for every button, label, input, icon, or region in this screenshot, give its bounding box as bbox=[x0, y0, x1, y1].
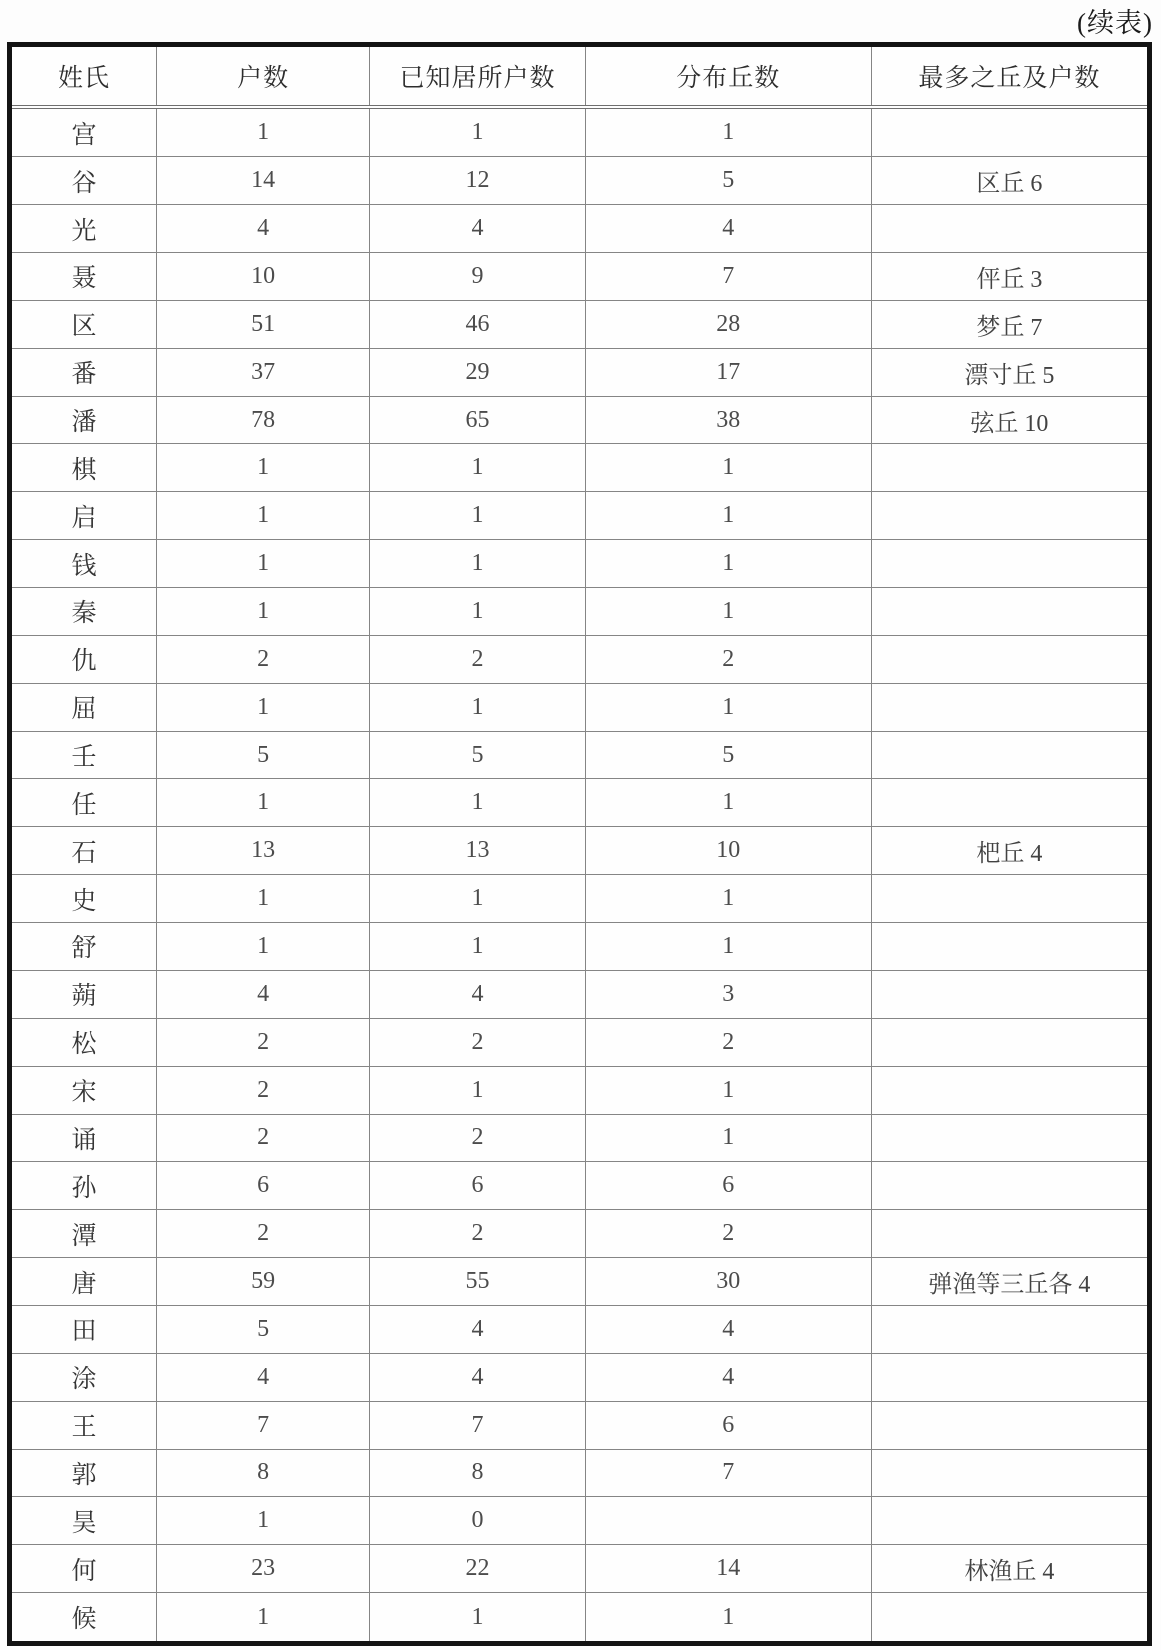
surname-cell: 屈 bbox=[10, 683, 157, 731]
surname-cell: 宫 bbox=[10, 107, 157, 157]
households-cell: 1 bbox=[157, 492, 370, 540]
table-row bbox=[10, 348, 1150, 396]
known-residence-cell: 1 bbox=[370, 1066, 585, 1114]
max-mound-cell bbox=[871, 205, 1149, 253]
households-cell: 6 bbox=[157, 1162, 370, 1210]
mound-count-cell: 30 bbox=[585, 1258, 871, 1306]
table-row bbox=[10, 107, 1150, 157]
table-row bbox=[10, 588, 1150, 636]
max-mound-cell: 弹渔等三丘各 4 bbox=[871, 1258, 1149, 1306]
known-residence-cell: 1 bbox=[370, 683, 585, 731]
households-cell: 1 bbox=[157, 444, 370, 492]
mound-count-cell: 1 bbox=[585, 1593, 871, 1644]
mound-count-cell: 1 bbox=[585, 492, 871, 540]
known-residence-cell: 4 bbox=[370, 1305, 585, 1353]
known-residence-cell: 1 bbox=[370, 1593, 585, 1644]
known-residence-cell: 4 bbox=[370, 970, 585, 1018]
known-residence-cell: 1 bbox=[370, 492, 585, 540]
max-mound-cell bbox=[871, 1449, 1149, 1497]
table-row bbox=[10, 635, 1150, 683]
known-residence-cell: 13 bbox=[370, 827, 585, 875]
max-mound-cell bbox=[871, 635, 1149, 683]
surname-cell: 王 bbox=[10, 1401, 157, 1449]
surname-cell: 昊 bbox=[10, 1497, 157, 1545]
mound-count-cell: 14 bbox=[585, 1545, 871, 1593]
table-row bbox=[10, 1545, 1150, 1593]
table-row bbox=[10, 205, 1150, 253]
mound-count-cell bbox=[585, 1497, 871, 1545]
mound-count-cell: 5 bbox=[585, 157, 871, 205]
table-row bbox=[10, 540, 1150, 588]
table-row bbox=[10, 731, 1150, 779]
max-mound-cell bbox=[871, 1114, 1149, 1162]
households-cell: 37 bbox=[157, 348, 370, 396]
table-row bbox=[10, 1018, 1150, 1066]
households-cell: 2 bbox=[157, 1066, 370, 1114]
table-row bbox=[10, 779, 1150, 827]
max-mound-cell: 弦丘 10 bbox=[871, 396, 1149, 444]
known-residence-cell: 4 bbox=[370, 205, 585, 253]
surname-statistics-table bbox=[7, 42, 1152, 1646]
continuation-table-label: (续表) bbox=[1077, 8, 1153, 38]
known-residence-cell: 5 bbox=[370, 731, 585, 779]
mound-count-cell: 1 bbox=[585, 588, 871, 636]
households-cell: 1 bbox=[157, 923, 370, 971]
max-mound-cell bbox=[871, 107, 1149, 157]
known-residence-cell: 1 bbox=[370, 923, 585, 971]
known-residence-cell: 8 bbox=[370, 1449, 585, 1497]
surname-cell: 秦 bbox=[10, 588, 157, 636]
known-residence-cell: 2 bbox=[370, 1018, 585, 1066]
table-row bbox=[10, 1401, 1150, 1449]
header-max-mound: 最多之丘及户数 bbox=[871, 45, 1149, 108]
households-cell: 1 bbox=[157, 588, 370, 636]
mound-count-cell: 7 bbox=[585, 1449, 871, 1497]
known-residence-cell: 7 bbox=[370, 1401, 585, 1449]
households-cell: 5 bbox=[157, 1305, 370, 1353]
households-cell: 2 bbox=[157, 1210, 370, 1258]
households-cell: 1 bbox=[157, 779, 370, 827]
max-mound-cell bbox=[871, 540, 1149, 588]
table-row bbox=[10, 970, 1150, 1018]
mound-count-cell: 17 bbox=[585, 348, 871, 396]
households-cell: 8 bbox=[157, 1449, 370, 1497]
surname-cell: 孙 bbox=[10, 1162, 157, 1210]
mound-count-cell: 3 bbox=[585, 970, 871, 1018]
max-mound-cell bbox=[871, 1210, 1149, 1258]
known-residence-cell: 9 bbox=[370, 253, 585, 301]
max-mound-cell bbox=[871, 1593, 1149, 1644]
known-residence-cell: 1 bbox=[370, 540, 585, 588]
table-row bbox=[10, 923, 1150, 971]
header-mound-count: 分布丘数 bbox=[585, 45, 871, 108]
surname-cell: 田 bbox=[10, 1305, 157, 1353]
known-residence-cell: 65 bbox=[370, 396, 585, 444]
mound-count-cell: 10 bbox=[585, 827, 871, 875]
header-surname: 姓氏 bbox=[10, 45, 157, 108]
header-households: 户数 bbox=[157, 45, 370, 108]
max-mound-cell bbox=[871, 1018, 1149, 1066]
max-mound-cell: 区丘 6 bbox=[871, 157, 1149, 205]
max-mound-cell: 漂寸丘 5 bbox=[871, 348, 1149, 396]
table-row bbox=[10, 1497, 1150, 1545]
table-row bbox=[10, 1353, 1150, 1401]
table-row bbox=[10, 253, 1150, 301]
surname-cell: 涂 bbox=[10, 1353, 157, 1401]
mound-count-cell: 7 bbox=[585, 253, 871, 301]
mound-count-cell: 4 bbox=[585, 1353, 871, 1401]
table-row bbox=[10, 1210, 1150, 1258]
surname-cell: 石 bbox=[10, 827, 157, 875]
table-row bbox=[10, 1162, 1150, 1210]
known-residence-cell: 12 bbox=[370, 157, 585, 205]
table-row bbox=[10, 875, 1150, 923]
surname-cell: 诵 bbox=[10, 1114, 157, 1162]
table-row bbox=[10, 683, 1150, 731]
mound-count-cell: 1 bbox=[585, 779, 871, 827]
households-cell: 1 bbox=[157, 875, 370, 923]
mound-count-cell: 38 bbox=[585, 396, 871, 444]
max-mound-cell bbox=[871, 1066, 1149, 1114]
max-mound-cell: 杷丘 4 bbox=[871, 827, 1149, 875]
households-cell: 4 bbox=[157, 1353, 370, 1401]
known-residence-cell: 1 bbox=[370, 588, 585, 636]
mound-count-cell: 6 bbox=[585, 1162, 871, 1210]
surname-cell: 唐 bbox=[10, 1258, 157, 1306]
max-mound-cell bbox=[871, 923, 1149, 971]
mound-count-cell: 1 bbox=[585, 923, 871, 971]
table-row bbox=[10, 1593, 1150, 1644]
surname-cell: 区 bbox=[10, 300, 157, 348]
households-cell: 1 bbox=[157, 1497, 370, 1545]
known-residence-cell: 2 bbox=[370, 1114, 585, 1162]
table-row bbox=[10, 1449, 1150, 1497]
households-cell: 2 bbox=[157, 1114, 370, 1162]
surname-cell: 钱 bbox=[10, 540, 157, 588]
mound-count-cell: 1 bbox=[585, 107, 871, 157]
known-residence-cell: 0 bbox=[370, 1497, 585, 1545]
surname-cell: 棋 bbox=[10, 444, 157, 492]
surname-cell: 潭 bbox=[10, 1210, 157, 1258]
known-residence-cell: 2 bbox=[370, 1210, 585, 1258]
surname-cell: 史 bbox=[10, 875, 157, 923]
max-mound-cell bbox=[871, 1353, 1149, 1401]
mound-count-cell: 4 bbox=[585, 205, 871, 253]
known-residence-cell: 29 bbox=[370, 348, 585, 396]
mound-count-cell: 28 bbox=[585, 300, 871, 348]
households-cell: 4 bbox=[157, 205, 370, 253]
households-cell: 4 bbox=[157, 970, 370, 1018]
households-cell: 10 bbox=[157, 253, 370, 301]
mound-count-cell: 6 bbox=[585, 1401, 871, 1449]
mound-count-cell: 2 bbox=[585, 635, 871, 683]
mound-count-cell: 1 bbox=[585, 1114, 871, 1162]
surname-cell: 光 bbox=[10, 205, 157, 253]
surname-cell: 仇 bbox=[10, 635, 157, 683]
mound-count-cell: 1 bbox=[585, 875, 871, 923]
households-cell: 1 bbox=[157, 683, 370, 731]
households-cell: 59 bbox=[157, 1258, 370, 1306]
table-row bbox=[10, 492, 1150, 540]
table-row bbox=[10, 444, 1150, 492]
surname-cell: 谷 bbox=[10, 157, 157, 205]
table-header-row bbox=[10, 45, 1150, 108]
mound-count-cell: 1 bbox=[585, 444, 871, 492]
mound-count-cell: 5 bbox=[585, 731, 871, 779]
mound-count-cell: 4 bbox=[585, 1305, 871, 1353]
max-mound-cell bbox=[871, 492, 1149, 540]
households-cell: 78 bbox=[157, 396, 370, 444]
households-cell: 7 bbox=[157, 1401, 370, 1449]
max-mound-cell bbox=[871, 588, 1149, 636]
known-residence-cell: 1 bbox=[370, 444, 585, 492]
surname-cell: 舒 bbox=[10, 923, 157, 971]
mound-count-cell: 2 bbox=[585, 1210, 871, 1258]
surname-cell: 任 bbox=[10, 779, 157, 827]
table-row bbox=[10, 1114, 1150, 1162]
households-cell: 1 bbox=[157, 107, 370, 157]
households-cell: 23 bbox=[157, 1545, 370, 1593]
max-mound-cell bbox=[871, 970, 1149, 1018]
known-residence-cell: 6 bbox=[370, 1162, 585, 1210]
households-cell: 14 bbox=[157, 157, 370, 205]
max-mound-cell bbox=[871, 1162, 1149, 1210]
max-mound-cell: 梦丘 7 bbox=[871, 300, 1149, 348]
surname-cell: 番 bbox=[10, 348, 157, 396]
households-cell: 2 bbox=[157, 635, 370, 683]
surname-cell: 蒴 bbox=[10, 970, 157, 1018]
households-cell: 1 bbox=[157, 1593, 370, 1644]
known-residence-cell: 2 bbox=[370, 635, 585, 683]
table-row bbox=[10, 300, 1150, 348]
max-mound-cell: 林渔丘 4 bbox=[871, 1545, 1149, 1593]
known-residence-cell: 1 bbox=[370, 875, 585, 923]
households-cell: 13 bbox=[157, 827, 370, 875]
max-mound-cell bbox=[871, 683, 1149, 731]
table-row bbox=[10, 1066, 1150, 1114]
mound-count-cell: 2 bbox=[585, 1018, 871, 1066]
households-cell: 1 bbox=[157, 540, 370, 588]
surname-cell: 壬 bbox=[10, 731, 157, 779]
surname-cell: 聂 bbox=[10, 253, 157, 301]
households-cell: 51 bbox=[157, 300, 370, 348]
max-mound-cell bbox=[871, 779, 1149, 827]
surname-cell: 启 bbox=[10, 492, 157, 540]
surname-cell: 松 bbox=[10, 1018, 157, 1066]
max-mound-cell bbox=[871, 731, 1149, 779]
header-known-residence: 已知居所户数 bbox=[370, 45, 585, 108]
known-residence-cell: 4 bbox=[370, 1353, 585, 1401]
households-cell: 5 bbox=[157, 731, 370, 779]
mound-count-cell: 1 bbox=[585, 1066, 871, 1114]
mound-count-cell: 1 bbox=[585, 683, 871, 731]
surname-cell: 郭 bbox=[10, 1449, 157, 1497]
known-residence-cell: 1 bbox=[370, 107, 585, 157]
max-mound-cell bbox=[871, 1497, 1149, 1545]
surname-cell: 何 bbox=[10, 1545, 157, 1593]
table-row bbox=[10, 1258, 1150, 1306]
table-row bbox=[10, 157, 1150, 205]
known-residence-cell: 46 bbox=[370, 300, 585, 348]
max-mound-cell bbox=[871, 444, 1149, 492]
known-residence-cell: 55 bbox=[370, 1258, 585, 1306]
max-mound-cell bbox=[871, 1401, 1149, 1449]
table-row bbox=[10, 1305, 1150, 1353]
households-cell: 2 bbox=[157, 1018, 370, 1066]
max-mound-cell: 伻丘 3 bbox=[871, 253, 1149, 301]
table-row bbox=[10, 396, 1150, 444]
max-mound-cell bbox=[871, 1305, 1149, 1353]
table-row bbox=[10, 827, 1150, 875]
surname-cell: 候 bbox=[10, 1593, 157, 1644]
known-residence-cell: 22 bbox=[370, 1545, 585, 1593]
max-mound-cell bbox=[871, 875, 1149, 923]
surname-cell: 潘 bbox=[10, 396, 157, 444]
surname-cell: 宋 bbox=[10, 1066, 157, 1114]
known-residence-cell: 1 bbox=[370, 779, 585, 827]
mound-count-cell: 1 bbox=[585, 540, 871, 588]
